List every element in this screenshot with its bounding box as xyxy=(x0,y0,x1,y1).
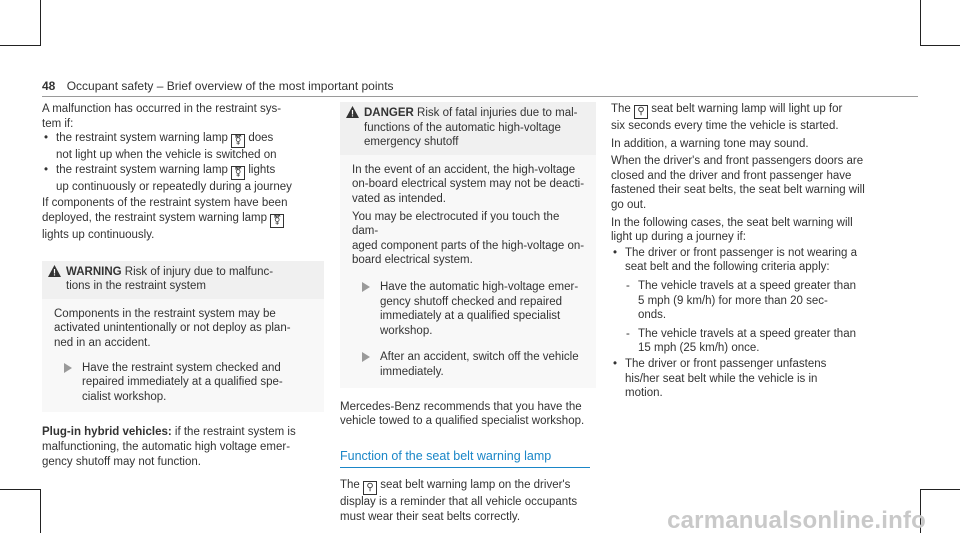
action-step: Have the restraint system checked and repaired immediately at a qualified spe- cialist workshop. xyxy=(54,361,314,405)
danger-label: DANGER xyxy=(364,107,414,119)
warning-label: WARNING xyxy=(66,265,122,278)
sub-list-item: - The vehicle travels at a speed greater than 5 mph (9 km/h) for more than 20 sec- onds. xyxy=(626,279,856,322)
column-2 xyxy=(340,102,596,524)
header-rule xyxy=(42,96,918,97)
list-item: • the restraint system warning lamp ⚧ lights up continuously or repeatedly during a journey xyxy=(42,163,324,195)
column-3 xyxy=(611,102,883,401)
recommendation-paragraph: Mercedes-Benz recommends that you have the vehicle towed to a qualified specialist workshop. xyxy=(340,400,585,428)
arrow-right-icon xyxy=(362,352,370,362)
action-step: Have the automatic high-voltage emer- gency shutoff checked and repaired immediately at a qualified specialist workshop. xyxy=(352,280,586,338)
danger-box xyxy=(340,102,596,388)
crop-mark xyxy=(40,489,41,533)
sub-list-item: - The vehicle travels at a speed greater than 15 mph (25 km/h) once. xyxy=(626,327,856,355)
seatbelt-paragraph: The ⚲ seat belt warning lamp on the driver's display is a reminder that all vehicle occupants must wear their seat belts correctly. xyxy=(340,479,578,523)
page-number: 48 xyxy=(42,79,56,93)
paragraph: In addition, a warning tone may sound. xyxy=(611,137,809,150)
warning-triangle-icon xyxy=(48,265,61,282)
warning-title: Risk of injury due to malfunc- tions in the restraint system xyxy=(66,265,274,293)
paragraph: In the following cases, the seat belt warning will light up during a journey if: xyxy=(611,216,853,244)
column-1 xyxy=(42,102,324,469)
hybrid-label: Plug-in hybrid vehicles: xyxy=(42,426,172,439)
paragraph: When the driver's and front passengers doors are closed and the driver and front passenger have fastened their seat belts, the seat belt warning will go out. xyxy=(611,155,865,211)
crop-mark xyxy=(0,489,41,490)
page-header xyxy=(42,79,394,94)
list-item: • the restraint system warning lamp ⚧ does not light up when the vehicle is switched on xyxy=(42,131,324,163)
danger-body: In the event of an accident, the high-voltage on-board electrical system may not be deacti- vated as intended. xyxy=(352,163,585,205)
action-step: After an accident, switch off the vehicle immediately. xyxy=(352,350,586,379)
crop-mark xyxy=(0,45,41,46)
list-item: • The driver or front passenger unfastens his/her seat belt while the vehicle is in motion. xyxy=(611,357,883,401)
crop-mark xyxy=(920,45,960,46)
seatbelt-warning-lamp-icon: ⚲ xyxy=(634,105,648,119)
arrow-right-icon xyxy=(362,282,370,292)
crop-mark xyxy=(920,489,960,490)
intro-text: A malfunction has occurred in the restraint sys- tem if: xyxy=(42,103,282,130)
warning-body: Components in the restraint system may be activated unintentionally or not deploy as plan- ned in an accident. xyxy=(54,307,291,349)
watermark: carmanualsonline.info xyxy=(667,507,926,534)
warning-triangle-icon xyxy=(346,106,359,123)
paragraph: The ⚲ seat belt warning lamp will light up for six seconds every time the vehicle is started. xyxy=(611,103,843,132)
deployment-paragraph: If components of the restraint system have been deployed, the restraint system warning lamp ⚧ lights up continuously. xyxy=(42,197,288,241)
airbag-warning-lamp-icon: ⚧ xyxy=(231,134,245,148)
airbag-warning-lamp-icon: ⚧ xyxy=(270,214,284,228)
crop-mark xyxy=(40,0,41,46)
danger-body: You may be electrocuted if you touch the dam- aged component parts of the high-voltage on- board electrical system. xyxy=(352,210,585,267)
page-header-title: Occupant safety – Brief overview of the most important points xyxy=(66,79,394,93)
crop-mark xyxy=(920,0,921,46)
arrow-right-icon xyxy=(64,363,72,373)
seatbelt-warning-lamp-icon: ⚲ xyxy=(363,481,377,495)
list-item: • The driver or front passenger is not wearing a seat belt and the following criteria apply: xyxy=(611,246,883,275)
section-title: Function of the seat belt warning lamp xyxy=(340,449,590,469)
airbag-warning-lamp-icon: ⚧ xyxy=(231,166,245,180)
warning-box xyxy=(42,261,324,413)
danger-title: Risk of fatal injuries due to mal- functions of the automatic high-voltage emergency shutoff xyxy=(364,107,578,149)
hybrid-paragraph: Plug-in hybrid vehicles: if the restraint system is malfunctioning, the automatic high voltage emer- gency shutoff may not function. xyxy=(42,426,296,468)
